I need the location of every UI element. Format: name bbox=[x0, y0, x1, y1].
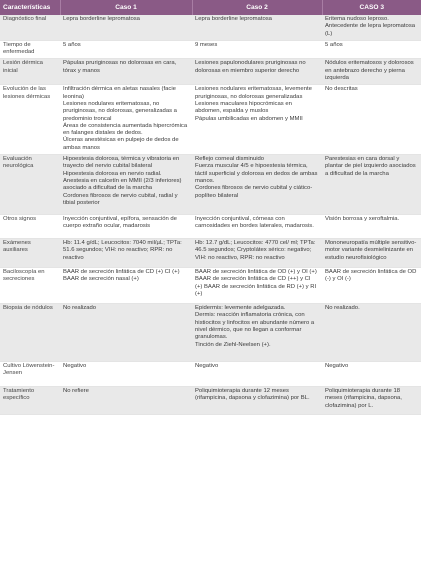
cell-text: Hb: 11.4 g/dL; Leucocitos: 7040 mil/µL; TPTa: 51.6 segundos; VIH: no reactivo; RPR: no reactivo bbox=[63, 240, 182, 261]
cell-caso-2 bbox=[192, 387, 322, 415]
header-caracteristicas: Características bbox=[0, 0, 60, 15]
cell-text: BAAR de secreción linfática de OD (+) y OI (+) BAAR de secreción linfática de CD (++) y CI (+) BAAR de secreción linfática de RD (+) y RI (+) bbox=[195, 269, 317, 297]
table-row bbox=[0, 304, 421, 362]
cell-caso-1 bbox=[60, 15, 192, 40]
cell-caso-1 bbox=[60, 40, 192, 59]
row-label: Tratamiento específico bbox=[0, 387, 60, 415]
cell-caso-3 bbox=[322, 304, 421, 362]
cell-caso-2 bbox=[192, 362, 322, 387]
row-label: Lesión dérmica inicial bbox=[0, 59, 60, 85]
cell-text: Tinción de Ziehl-Neelsen (+). bbox=[195, 341, 271, 348]
row-label: Evaluación neurológica bbox=[0, 155, 60, 215]
table-row bbox=[0, 40, 421, 59]
cell-text: BAAR de secreción nasal (+) bbox=[63, 276, 139, 283]
cell-text: BAAR de secreción linfática de OD (-) y OI (-) bbox=[325, 269, 417, 283]
cell-text: Mononeuropatía múltiple sensitivo-motor variante desmielinizante en estudio neurofisiológico bbox=[325, 240, 417, 261]
cell-caso-2 bbox=[192, 85, 322, 155]
table-row bbox=[0, 239, 421, 268]
row-label: Tiempo de enfermedad bbox=[0, 40, 60, 59]
header-caso-3: CASO 3 bbox=[322, 0, 421, 15]
cell-caso-1 bbox=[60, 304, 192, 362]
cell-text: Cordones fibrosos de nervio cubital, radial y tibial posterior bbox=[63, 192, 178, 206]
cell-text: Hb: 12.7 g/dL; Leucocitos: 4770 cel/ ml; TPTa: 46.5 segundos; Cryptolátex sérico: negativo; VIH: no reactivo, RPR: no reactivo bbox=[195, 240, 316, 261]
cell-text: Epidermis: levemente adelgazada. bbox=[195, 305, 286, 312]
table-row bbox=[0, 59, 421, 85]
row-label: Cultivo Löwenstein-Jensen bbox=[0, 362, 60, 387]
cell-caso-1 bbox=[60, 215, 192, 239]
cell-text: 9 meses bbox=[195, 41, 218, 48]
cell-text: Lesiones nodulares eritematosas, no pruriginosas, no dolorosas, generalizadas a predominio troncal bbox=[63, 100, 177, 122]
cell-text: Lesiones maculares hipocrómicas en abdomen, espalda y muslos bbox=[195, 100, 292, 115]
cell-caso-3 bbox=[322, 215, 421, 239]
cell-caso-3 bbox=[322, 239, 421, 268]
cell-text: Negativo bbox=[325, 363, 349, 370]
cell-text: Inyección conjuntival, epífora, sensación de cuerpo extraño ocular, madarosis bbox=[63, 216, 177, 230]
cell-text: Infiltración dérmica en aletas nasales (facie leonina) bbox=[63, 86, 176, 100]
table-body bbox=[0, 15, 421, 415]
table-row bbox=[0, 362, 421, 387]
cell-caso-2 bbox=[192, 155, 322, 215]
cell-text: Negativo bbox=[195, 363, 219, 370]
header-caso-1: Caso 1 bbox=[60, 0, 192, 15]
cell-text: Áreas de consistencia aumentada hipercrómica en falanges distales de dedos. bbox=[63, 122, 188, 137]
cell-text: Nódulos eritematosos y dolorosos en antebrazo derecho y pierna izquierda bbox=[325, 60, 414, 82]
cell-text: Antecedente de lepra lepromatosa (L) bbox=[325, 23, 416, 37]
row-label: Evolución de las lesiones dérmicas bbox=[0, 85, 60, 155]
cell-caso-2 bbox=[192, 15, 322, 40]
table-row bbox=[0, 155, 421, 215]
cell-caso-3 bbox=[322, 268, 421, 304]
cell-caso-3 bbox=[322, 387, 421, 415]
table-row bbox=[0, 215, 421, 239]
cell-text: Inyección conjuntival, córneas con carnosidades en bordes laterales, madarosis. bbox=[195, 216, 314, 230]
row-label: Otros signos bbox=[0, 215, 60, 239]
header-caso-2: Caso 2 bbox=[192, 0, 322, 15]
cell-text: Parestesias en cara dorsal y plantar de piel izquierdo asociados a dificultad de la marcha bbox=[325, 156, 416, 177]
cell-text: Fuerza muscular 4/5 e hipoestesia térmica, táctil superficial y dolorosa en dedos de ambas manos. bbox=[195, 163, 318, 184]
cell-text: Dermis: reacción inflamatoria crónica, con histiocitos y linfocitos en abundante número a nivel dérmico, que no llegan a conformar granulomas. bbox=[195, 312, 315, 341]
cell-text: No realizado bbox=[63, 305, 97, 312]
cell-caso-3 bbox=[322, 40, 421, 59]
cell-caso-1 bbox=[60, 59, 192, 85]
cell-text: Poliquimioterapia durante 18 meses (rifampicina, dapsona, clofazimina) por L. bbox=[325, 388, 402, 409]
cell-caso-3 bbox=[322, 155, 421, 215]
table-header-row bbox=[0, 0, 421, 15]
cell-text: Cordones fibrosos de nervio cubital y ciático-poplíteo bilateral bbox=[195, 185, 313, 199]
row-label: Baciloscopía en secreciones bbox=[0, 268, 60, 304]
cell-text: Lesiones nodulares eritematosas, levemente pruriginosas, no dolorosas generalizadas bbox=[195, 86, 312, 100]
cell-text: Reflejo corneal disminuido bbox=[195, 156, 265, 163]
cell-text: Pápulas pruriginosas no dolorosas en cara, tórax y manos bbox=[63, 60, 177, 74]
cell-caso-2 bbox=[192, 215, 322, 239]
cell-caso-1 bbox=[60, 387, 192, 415]
cell-caso-1 bbox=[60, 268, 192, 304]
cell-caso-3 bbox=[322, 59, 421, 85]
cell-caso-2 bbox=[192, 239, 322, 268]
table-row bbox=[0, 85, 421, 155]
cell-text: Hipoestesia dolorosa en nervio radial. bbox=[63, 170, 162, 177]
cell-text: No refiere bbox=[63, 388, 89, 395]
cell-caso-1 bbox=[60, 85, 192, 155]
cell-caso-3 bbox=[322, 362, 421, 387]
cell-caso-3 bbox=[322, 15, 421, 40]
cell-text: Hipoestesia dolorosa, térmica y vibratoria en trayecto del nervio cubital bilateral bbox=[63, 156, 180, 170]
row-label: Biopsia de nódulos bbox=[0, 304, 60, 362]
cell-text: Lepra borderline lepromatosa bbox=[195, 16, 272, 22]
cell-caso-1 bbox=[60, 362, 192, 387]
table-row bbox=[0, 387, 421, 415]
cell-text: No realizado. bbox=[325, 305, 360, 312]
table-row bbox=[0, 268, 421, 304]
cell-caso-2 bbox=[192, 40, 322, 59]
cell-text: Poliquimioterapia durante 12 meses (rifampicina, dapsona y clofazimina) por BL. bbox=[195, 388, 310, 402]
cell-text: Lepra borderline lepromatosa bbox=[63, 16, 140, 22]
cell-caso-2 bbox=[192, 304, 322, 362]
cell-text: Visión borrosa y xeroftalmia. bbox=[325, 216, 400, 223]
row-label: Diagnóstico final bbox=[0, 15, 60, 40]
row-label: Exámenes auxiliares bbox=[0, 239, 60, 268]
cell-text: Eritema nudoso leproso. bbox=[325, 16, 389, 22]
cell-text: Lesiones papulonodulares pruriginosas no dolorosas en miembro superior derecho bbox=[195, 60, 306, 74]
cell-caso-1 bbox=[60, 155, 192, 215]
table-row bbox=[0, 15, 421, 40]
cell-caso-1 bbox=[60, 239, 192, 268]
cell-text: No descritas bbox=[325, 86, 358, 93]
cell-text: BAAR de secreción linfática de CD (+) CI (+) bbox=[63, 269, 180, 276]
cell-text: Pápulas umbilicadas en abdomen y MMII bbox=[195, 115, 303, 122]
cell-text: Anestesia en calcetín en MMII (2/3 inferiores) asociado a dificultad de la marcha bbox=[63, 177, 182, 192]
cell-caso-2 bbox=[192, 268, 322, 304]
cell-text: 5 años bbox=[325, 41, 343, 48]
cell-text: Negativo bbox=[63, 363, 87, 370]
cell-text: 5 años bbox=[63, 41, 81, 48]
cell-text: Úlceras anestésicas en pulpejo de dedos de ambas manos bbox=[63, 137, 179, 151]
cell-caso-2 bbox=[192, 59, 322, 85]
cell-caso-3 bbox=[322, 85, 421, 155]
